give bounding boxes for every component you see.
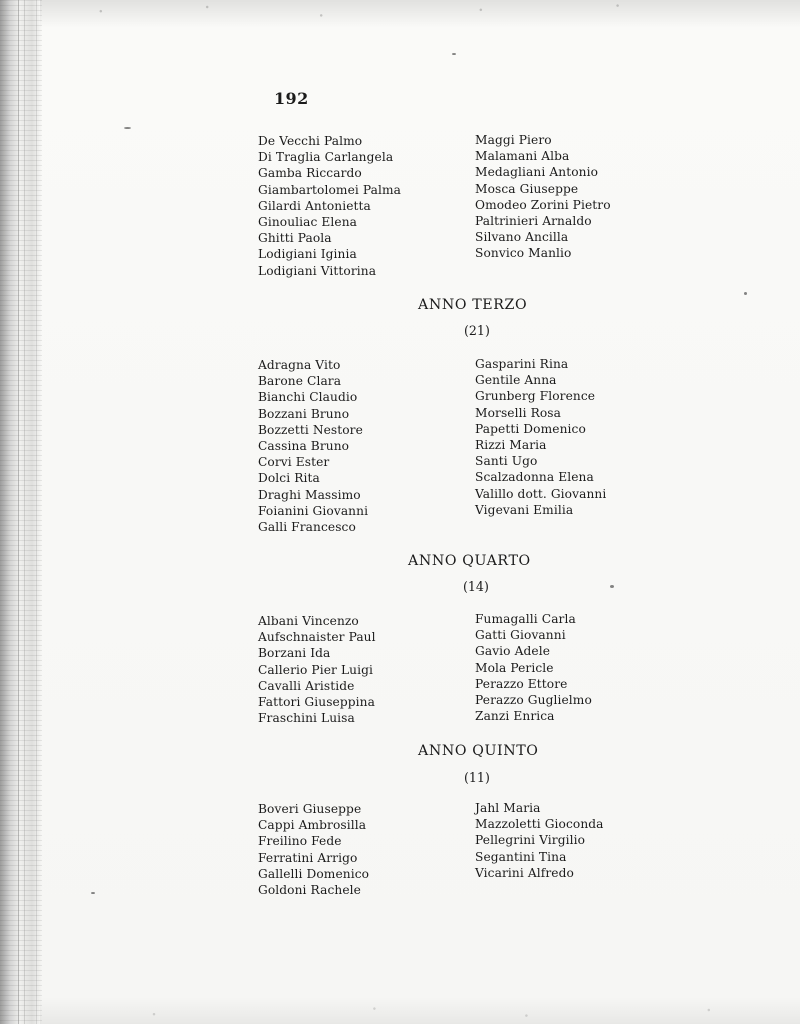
page-number: 192 (274, 89, 309, 108)
name-list-left (258, 613, 376, 726)
scan-noise-top (40, 0, 800, 28)
name-list-left (258, 357, 368, 535)
list-item: Giambartolomei Palma (258, 182, 402, 197)
list-item: Bianchi Claudio (258, 390, 358, 405)
list-item: Fattori Giuseppina (258, 694, 375, 709)
section-heading: ANNO TERZO (418, 297, 528, 313)
list-item: Mazzoletti Gioconda (475, 817, 604, 832)
list-item: Vigevani Emilia (475, 502, 574, 517)
list-item: Fumagalli Carla (475, 612, 576, 626)
scan-speck (91, 892, 95, 894)
list-item: Cappi Ambrosilla (258, 818, 367, 833)
list-item: Gentile Anna (475, 373, 557, 388)
list-item: Fraschini Luisa (258, 711, 355, 726)
list-item: Gavio Adele (475, 644, 551, 659)
binding-crease (24, 0, 25, 1024)
section-count: (21) (464, 323, 490, 338)
list-item: Scalzadonna Elena (475, 470, 594, 485)
list-item: Corvi Ester (258, 455, 330, 470)
name-list-right (475, 800, 604, 881)
list-item: Draghi Massimo (258, 487, 361, 502)
list-item: Gamba Riccardo (258, 166, 362, 181)
list-item: Borzani Ida (258, 646, 331, 661)
name-list-right (475, 132, 611, 262)
list-item: Vicarini Alfredo (475, 865, 574, 880)
list-item: Morselli Rosa (475, 405, 562, 420)
list-item: Freilino Fede (258, 834, 342, 849)
list-item: Perazzo Guglielmo (475, 692, 592, 707)
section-heading: ANNO QUINTO (418, 743, 539, 759)
list-item: Paltrinieri Arnaldo (475, 213, 592, 228)
list-item: De Vecchi Palmo (258, 134, 363, 148)
list-item: Malamani Alba (475, 149, 570, 164)
list-item: Gasparini Rina (475, 357, 569, 371)
list-item: Pellegrini Virgilio (475, 833, 586, 848)
name-list-left (258, 133, 401, 279)
list-item: Medagliani Antonio (475, 165, 599, 180)
list-item: Segantini Tina (475, 849, 567, 864)
list-item: Valillo dott. Giovanni (475, 486, 607, 501)
scan-speck (452, 53, 456, 55)
list-item: Lodigiani Vittorina (258, 263, 377, 278)
list-item: Rizzi Maria (475, 437, 547, 452)
list-item: Santi Ugo (475, 454, 538, 469)
list-item: Mola Pericle (475, 660, 554, 675)
section-count: (11) (464, 770, 490, 785)
list-item: Aufschnaister Paul (258, 630, 376, 645)
scan-speck (744, 292, 747, 295)
list-item: Gilardi Antonietta (258, 198, 371, 213)
binding-crease (18, 0, 19, 1024)
list-item: Goldoni Rachele (258, 882, 361, 897)
list-item: Omodeo Zorini Pietro (475, 197, 611, 212)
list-item: Bozzani Bruno (258, 406, 350, 421)
list-item: Cassina Bruno (258, 438, 350, 453)
list-item: Mosca Giuseppe (475, 181, 579, 196)
scan-speck (124, 127, 131, 129)
list-item: Jahl Maria (475, 801, 541, 815)
list-item: Maggi Piero (475, 133, 552, 147)
list-item: Ginouliac Elena (258, 214, 358, 229)
binding-crease (36, 0, 37, 1024)
book-binding-edge (0, 0, 42, 1024)
list-item: Ghitti Paola (258, 231, 332, 246)
list-item: Papetti Domenico (475, 421, 586, 436)
list-item: Grunberg Florence (475, 389, 596, 404)
list-item: Ferratini Arrigo (258, 850, 358, 865)
name-list-left (258, 801, 369, 898)
list-item: Bozzetti Nestore (258, 422, 363, 437)
list-item: Galli Francesco (258, 519, 356, 534)
list-item: Callerio Pier Luigi (258, 662, 373, 677)
list-item: Gallelli Domenico (258, 866, 370, 881)
list-item: Foianini Giovanni (258, 503, 369, 518)
list-item: Albani Vincenzo (258, 614, 359, 628)
section-heading: ANNO QUARTO (408, 553, 531, 569)
list-item: Boveri Giuseppe (258, 802, 362, 816)
scan-speck (610, 585, 614, 588)
list-item: Adragna Vito (258, 358, 341, 372)
scan-noise-bottom (40, 996, 800, 1024)
list-item: Perazzo Ettore (475, 676, 568, 691)
list-item: Silvano Ancilla (475, 230, 569, 245)
list-item: Cavalli Aristide (258, 678, 355, 693)
list-item: Barone Clara (258, 374, 342, 389)
list-item: Gatti Giovanni (475, 628, 566, 643)
name-list-right (475, 611, 592, 724)
list-item: Di Traglia Carlangela (258, 150, 394, 165)
section-count: (14) (463, 579, 489, 594)
name-list-right (475, 356, 606, 518)
list-item: Zanzi Enrica (475, 709, 555, 724)
list-item: Lodigiani Iginia (258, 247, 357, 262)
list-item: Dolci Rita (258, 471, 320, 486)
list-item: Sonvico Manlio (475, 246, 572, 261)
